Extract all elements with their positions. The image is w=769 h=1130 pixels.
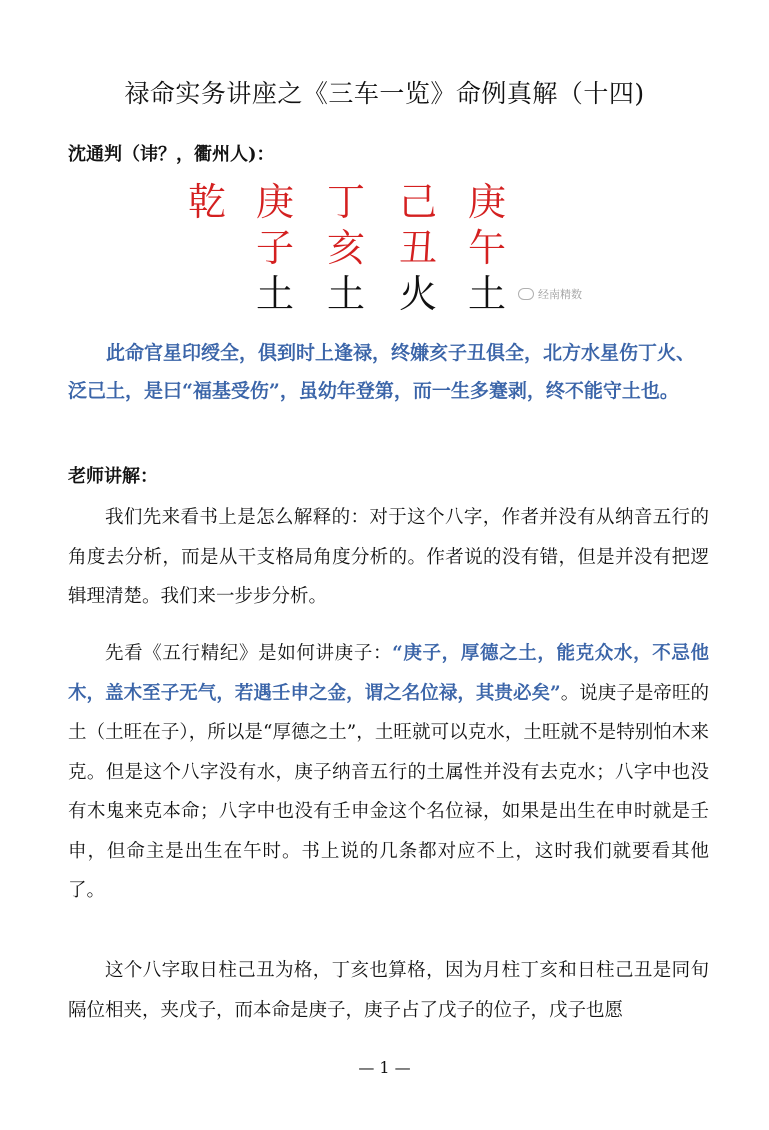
chart-branch-day: 丑	[398, 226, 437, 270]
chart-row-nayin	[0, 270, 769, 318]
document-title: 禄命实务讲座之《三车一览》命例真解（十四)	[124, 79, 645, 108]
paragraph-3: 这个八字取日柱己丑为格，丁亥也算格，因为月柱丁亥和日柱己丑是同旬隔位相夹，夹戊子，而本命是庚子，庚子占了戊子的位子，戊子也愿	[68, 960, 709, 1021]
watermark-text: 经南精数	[538, 288, 582, 301]
paragraph-2-rest: 。说庚子是帝旺的土（土旺在子），所以是“厚德之土”，土旺就可以克水，土旺就不是特别怕木来克。但是这个八字没有水，庚子纳音五行的土属性并没有去克水；八字中也没有木鬼来克本命；八字中也没有壬申金这个名位禄，如果是出生在申时就是壬申，但命主是出生在午时。书上说的几条都对应不上，这时我们就要看其他了。	[68, 682, 709, 901]
chart-branch-month: 亥	[326, 226, 365, 270]
bazi-chart	[0, 178, 769, 318]
watermark	[518, 286, 582, 302]
subject-heading: 沈通判（讳？，衢州人)：	[68, 144, 275, 165]
chart-nayin-hour: 土	[467, 272, 506, 316]
page-number: — 1 —	[358, 1058, 411, 1077]
chart-row-stems	[0, 178, 769, 226]
chart-branch-year: 子	[255, 226, 294, 270]
watermark-icon	[518, 288, 534, 300]
chart-nayin-year: 土	[255, 272, 294, 316]
chart-row-branches	[0, 224, 769, 272]
paragraph-2-quote: “庚子，厚德之土，能克众水，不忌他木，盖木至子无气，若遇壬申之金，谓之名位禄，其贵必矣”	[68, 643, 709, 704]
paragraph-1: 我们先来看书上是怎么解释的：对于这个八字，作者并没有从纳音五行的角度去分析，而是从干支格局角度分析的。作者说的没有错，但是并没有把逻辑理清楚。我们来一步步分析。	[68, 507, 709, 607]
paragraph-2	[68, 634, 709, 911]
chart-branch-hour: 午	[467, 226, 506, 270]
original-text-quote: 此命官星印绶全，俱到时上逢禄，终嫌亥子丑俱全，北方水星伤丁火、泛己土，是曰“福基受伤”，虽幼年登第，而一生多蹇剥，终不能守土也。	[68, 342, 696, 402]
chart-qian: 乾	[187, 180, 226, 224]
chart-stem-hour: 庚	[467, 180, 506, 224]
chart-stem-year: 庚	[255, 180, 294, 224]
chart-stem-month: 丁	[326, 180, 365, 224]
chart-nayin-day: 火	[398, 272, 437, 316]
lecture-label: 老师讲解：	[68, 466, 158, 487]
chart-stem-day: 己	[398, 180, 437, 224]
paragraph-2-intro: 先看《五行精纪》是如何讲庚子：	[105, 643, 393, 664]
chart-nayin-month: 土	[326, 272, 365, 316]
